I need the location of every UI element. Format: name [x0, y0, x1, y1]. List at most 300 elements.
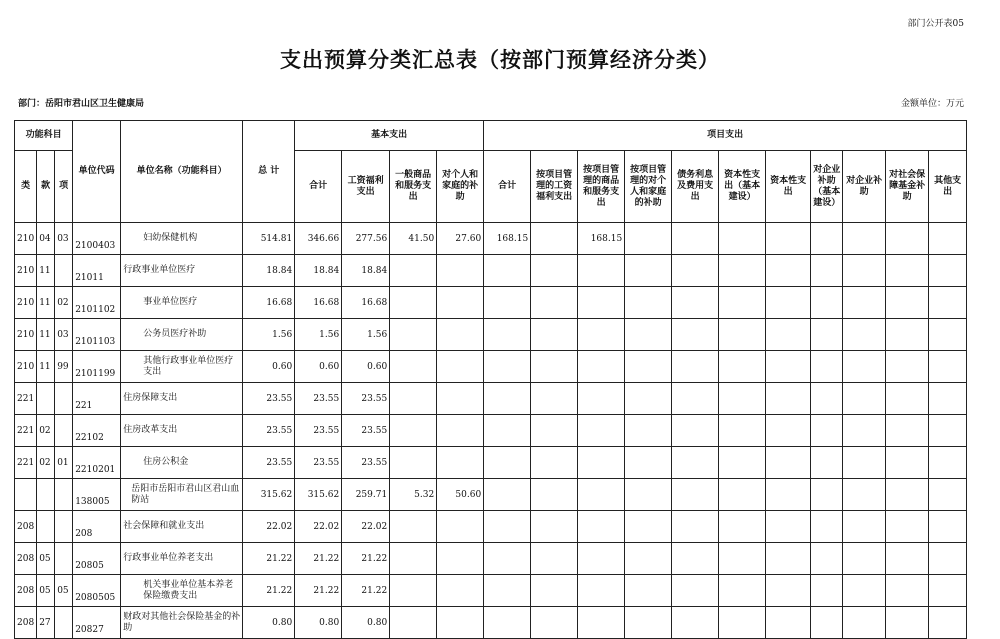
basic-personal-cell	[437, 287, 484, 319]
project-wage-cell	[531, 415, 578, 447]
empty-cell	[886, 383, 929, 415]
project-total-cell	[484, 351, 531, 383]
kuan-cell: 04	[37, 223, 55, 255]
empty-cell	[625, 447, 672, 479]
unit-code-cell: 21011	[73, 255, 121, 287]
empty-cell	[766, 319, 811, 351]
empty-cell	[886, 287, 929, 319]
kuan-cell	[37, 511, 55, 543]
xiang-cell: 01	[55, 447, 73, 479]
lei-cell: 210	[15, 223, 37, 255]
basic-personal-cell	[437, 415, 484, 447]
table-row	[15, 447, 967, 479]
basic-personal-cell: 27.60	[437, 223, 484, 255]
empty-cell	[886, 607, 929, 639]
empty-cell	[672, 255, 719, 287]
unit-name-cell: 妇幼保健机构	[121, 223, 243, 255]
lei-cell: 210	[15, 287, 37, 319]
kuan-cell	[37, 479, 55, 511]
unit-name-cell: 财政对其他社会保险基金的补助	[121, 607, 243, 639]
basic-total-cell: 315.62	[295, 479, 342, 511]
empty-cell	[719, 607, 766, 639]
basic-total-cell: 23.55	[295, 383, 342, 415]
xiang-cell: 99	[55, 351, 73, 383]
unit-name-cell: 岳阳市岳阳市君山区君山血防站	[121, 479, 243, 511]
table-row	[15, 255, 967, 287]
empty-cell	[811, 575, 843, 607]
empty-cell	[672, 223, 719, 255]
project-col-header: 对社会保障基金补助	[886, 151, 929, 223]
project-goods-cell	[578, 383, 625, 415]
basic-personal-cell	[437, 511, 484, 543]
empty-cell	[929, 287, 967, 319]
empty-cell	[929, 351, 967, 383]
empty-cell	[766, 607, 811, 639]
empty-cell	[886, 351, 929, 383]
basic-wage-cell: 21.22	[342, 575, 390, 607]
project-goods-cell	[578, 255, 625, 287]
unit-code-cell: 2100403	[73, 223, 121, 255]
basic-goods-cell: 5.32	[390, 479, 437, 511]
empty-cell	[719, 543, 766, 575]
basic-personal-cell	[437, 543, 484, 575]
table-row	[15, 287, 967, 319]
empty-cell	[843, 607, 886, 639]
empty-cell	[811, 607, 843, 639]
empty-cell	[886, 543, 929, 575]
empty-cell	[843, 383, 886, 415]
basic-goods-cell	[390, 319, 437, 351]
project-total-cell	[484, 415, 531, 447]
kuan-cell: 11	[37, 255, 55, 287]
total-cell: 514.81	[243, 223, 295, 255]
table-row	[15, 319, 967, 351]
project-col-header: 合计	[484, 151, 531, 223]
total-cell: 1.56	[243, 319, 295, 351]
table-row	[15, 575, 967, 607]
project-expenditure-header: 项目支出	[484, 121, 967, 151]
xiang-header: 项	[55, 151, 73, 223]
empty-cell	[766, 543, 811, 575]
table-row	[15, 223, 967, 255]
empty-cell	[672, 479, 719, 511]
empty-cell	[766, 287, 811, 319]
empty-cell	[766, 383, 811, 415]
empty-cell	[929, 319, 967, 351]
xiang-cell	[55, 415, 73, 447]
kuan-header: 款	[37, 151, 55, 223]
empty-cell	[929, 383, 967, 415]
empty-cell	[719, 447, 766, 479]
empty-cell	[625, 575, 672, 607]
basic-goods-cell	[390, 511, 437, 543]
empty-cell	[886, 575, 929, 607]
project-wage-cell	[531, 511, 578, 543]
project-goods-cell: 168.15	[578, 223, 625, 255]
unit-code-cell: 2080505	[73, 575, 121, 607]
basic-total-cell: 23.55	[295, 415, 342, 447]
project-goods-cell	[578, 479, 625, 511]
unit-name-cell: 住房保障支出	[121, 383, 243, 415]
unit-code-cell: 20827	[73, 607, 121, 639]
xiang-cell: 05	[55, 575, 73, 607]
xiang-cell: 03	[55, 319, 73, 351]
empty-cell	[719, 383, 766, 415]
basic-goods-cell	[390, 287, 437, 319]
empty-cell	[811, 543, 843, 575]
basic-total-cell: 16.68	[295, 287, 342, 319]
project-wage-cell	[531, 543, 578, 575]
empty-cell	[625, 351, 672, 383]
unit-code-cell: 2210201	[73, 447, 121, 479]
empty-cell	[886, 223, 929, 255]
basic-wage-cell: 277.56	[342, 223, 390, 255]
basic-wage-cell: 0.60	[342, 351, 390, 383]
budget-table	[14, 120, 967, 639]
unit-code-cell: 22102	[73, 415, 121, 447]
empty-cell	[766, 447, 811, 479]
project-wage-cell	[531, 447, 578, 479]
basic-wage-cell: 1.56	[342, 319, 390, 351]
project-wage-cell	[531, 255, 578, 287]
empty-cell	[719, 287, 766, 319]
empty-cell	[719, 319, 766, 351]
project-total-cell	[484, 287, 531, 319]
empty-cell	[843, 255, 886, 287]
total-cell: 18.84	[243, 255, 295, 287]
lei-cell: 210	[15, 351, 37, 383]
empty-cell	[766, 511, 811, 543]
basic-wage-cell: 22.02	[342, 511, 390, 543]
empty-cell	[886, 415, 929, 447]
project-col-header: 按项目管理的对个人和家庭的补助	[625, 151, 672, 223]
basic-wage-cell: 23.55	[342, 447, 390, 479]
empty-cell	[672, 319, 719, 351]
basic-total-cell: 23.55	[295, 447, 342, 479]
empty-cell	[719, 511, 766, 543]
project-col-header: 债务利息及费用支出	[672, 151, 719, 223]
unit-code-cell: 20805	[73, 543, 121, 575]
empty-cell	[843, 415, 886, 447]
xiang-cell	[55, 607, 73, 639]
project-wage-cell	[531, 575, 578, 607]
xiang-cell	[55, 543, 73, 575]
project-wage-cell	[531, 607, 578, 639]
empty-cell	[672, 575, 719, 607]
unit-name-header: 单位名称（功能科目）	[121, 121, 243, 223]
empty-cell	[811, 415, 843, 447]
basic-total-cell: 0.60	[295, 351, 342, 383]
empty-cell	[929, 415, 967, 447]
xiang-cell: 02	[55, 287, 73, 319]
empty-cell	[719, 415, 766, 447]
project-col-header: 资本性支出（基本建设）	[719, 151, 766, 223]
unit-code-cell: 2101199	[73, 351, 121, 383]
empty-cell	[929, 479, 967, 511]
unit-name-cell: 公务员医疗补助	[121, 319, 243, 351]
project-col-header: 其他支出	[929, 151, 967, 223]
lei-cell: 208	[15, 575, 37, 607]
project-col-header: 资本性支出	[766, 151, 811, 223]
kuan-cell: 02	[37, 447, 55, 479]
basic-total-cell: 21.22	[295, 543, 342, 575]
basic-personal-cell: 50.60	[437, 479, 484, 511]
empty-cell	[625, 287, 672, 319]
project-goods-cell	[578, 607, 625, 639]
total-cell: 23.55	[243, 383, 295, 415]
unit-name-cell: 事业单位医疗	[121, 287, 243, 319]
empty-cell	[929, 575, 967, 607]
empty-cell	[625, 479, 672, 511]
empty-cell	[929, 255, 967, 287]
lei-cell: 221	[15, 383, 37, 415]
basic-goods-cell	[390, 383, 437, 415]
total-cell: 21.22	[243, 543, 295, 575]
unit-name-cell: 机关事业单位基本养老保险缴费支出	[121, 575, 243, 607]
empty-cell	[929, 511, 967, 543]
basic-col-header: 一般商品和服务支出	[390, 151, 437, 223]
project-total-cell	[484, 607, 531, 639]
unit-code-header: 单位代码	[73, 121, 121, 223]
project-wage-cell	[531, 223, 578, 255]
empty-cell	[672, 351, 719, 383]
basic-col-header: 合计	[295, 151, 342, 223]
empty-cell	[843, 319, 886, 351]
unit-code-cell: 221	[73, 383, 121, 415]
project-col-header: 按项目管理的工资福利支出	[531, 151, 578, 223]
empty-cell	[811, 383, 843, 415]
basic-personal-cell	[437, 607, 484, 639]
basic-col-header: 工资福利支出	[342, 151, 390, 223]
empty-cell	[843, 351, 886, 383]
empty-cell	[811, 447, 843, 479]
empty-cell	[625, 415, 672, 447]
empty-cell	[843, 511, 886, 543]
basic-wage-cell: 259.71	[342, 479, 390, 511]
empty-cell	[766, 479, 811, 511]
lei-cell: 221	[15, 415, 37, 447]
xiang-cell: 03	[55, 223, 73, 255]
unit-name-cell: 行政事业单位医疗	[121, 255, 243, 287]
basic-total-cell: 21.22	[295, 575, 342, 607]
unit-name-cell: 住房改革支出	[121, 415, 243, 447]
project-wage-cell	[531, 319, 578, 351]
table-row	[15, 383, 967, 415]
kuan-cell: 05	[37, 575, 55, 607]
kuan-cell	[37, 383, 55, 415]
empty-cell	[886, 319, 929, 351]
table-row	[15, 479, 967, 511]
lei-header: 类	[15, 151, 37, 223]
lei-cell: 210	[15, 319, 37, 351]
basic-personal-cell	[437, 351, 484, 383]
xiang-cell	[55, 511, 73, 543]
empty-cell	[719, 223, 766, 255]
empty-cell	[843, 223, 886, 255]
xiang-cell	[55, 383, 73, 415]
empty-cell	[672, 511, 719, 543]
basic-personal-cell	[437, 383, 484, 415]
project-total-cell	[484, 575, 531, 607]
project-goods-cell	[578, 575, 625, 607]
kuan-cell: 11	[37, 287, 55, 319]
project-total-cell	[484, 511, 531, 543]
basic-personal-cell	[437, 447, 484, 479]
project-goods-cell	[578, 543, 625, 575]
total-cell: 23.55	[243, 415, 295, 447]
project-wage-cell	[531, 351, 578, 383]
func-subject-header: 功能科目	[15, 121, 73, 151]
empty-cell	[843, 447, 886, 479]
unit-name-cell: 社会保障和就业支出	[121, 511, 243, 543]
basic-col-header: 对个人和家庭的补助	[437, 151, 484, 223]
project-total-cell: 168.15	[484, 223, 531, 255]
empty-cell	[672, 543, 719, 575]
lei-cell: 221	[15, 447, 37, 479]
unit-code-cell: 138005	[73, 479, 121, 511]
empty-cell	[843, 543, 886, 575]
basic-goods-cell	[390, 575, 437, 607]
project-col-header: 按项目管理的商品和服务支出	[578, 151, 625, 223]
page-title: 支出预算分类汇总表（按部门预算经济分类）	[280, 47, 720, 72]
basic-personal-cell	[437, 255, 484, 287]
empty-cell	[929, 447, 967, 479]
lei-cell: 210	[15, 255, 37, 287]
total-cell: 0.80	[243, 607, 295, 639]
basic-goods-cell	[390, 351, 437, 383]
basic-goods-cell	[390, 415, 437, 447]
empty-cell	[811, 511, 843, 543]
basic-goods-cell	[390, 255, 437, 287]
project-goods-cell	[578, 447, 625, 479]
total-cell: 315.62	[243, 479, 295, 511]
empty-cell	[625, 543, 672, 575]
lei-cell	[15, 479, 37, 511]
department-label: 部门：岳阳市君山区卫生健康局	[18, 99, 145, 109]
basic-total-cell: 346.66	[295, 223, 342, 255]
table-row	[15, 351, 967, 383]
empty-cell	[811, 351, 843, 383]
project-total-cell	[484, 255, 531, 287]
empty-cell	[625, 383, 672, 415]
empty-cell	[719, 479, 766, 511]
table-row	[15, 607, 967, 639]
basic-goods-cell	[390, 447, 437, 479]
kuan-cell: 05	[37, 543, 55, 575]
empty-cell	[672, 607, 719, 639]
unit-name-cell: 其他行政事业单位医疗支出	[121, 351, 243, 383]
unit-name-cell: 住房公积金	[121, 447, 243, 479]
basic-goods-cell: 41.50	[390, 223, 437, 255]
empty-cell	[766, 415, 811, 447]
empty-cell	[672, 287, 719, 319]
empty-cell	[625, 607, 672, 639]
project-total-cell	[484, 383, 531, 415]
basic-personal-cell	[437, 575, 484, 607]
unit-code-cell: 2101102	[73, 287, 121, 319]
empty-cell	[843, 575, 886, 607]
basic-wage-cell: 16.68	[342, 287, 390, 319]
basic-goods-cell	[390, 607, 437, 639]
basic-wage-cell: 23.55	[342, 383, 390, 415]
project-wage-cell	[531, 479, 578, 511]
project-goods-cell	[578, 287, 625, 319]
empty-cell	[719, 575, 766, 607]
basic-total-cell: 1.56	[295, 319, 342, 351]
empty-cell	[811, 223, 843, 255]
project-goods-cell	[578, 319, 625, 351]
table-row	[15, 511, 967, 543]
project-total-cell	[484, 479, 531, 511]
empty-cell	[766, 351, 811, 383]
kuan-cell: 02	[37, 415, 55, 447]
project-goods-cell	[578, 415, 625, 447]
lei-cell: 208	[15, 607, 37, 639]
table-row	[15, 543, 967, 575]
xiang-cell	[55, 255, 73, 287]
empty-cell	[843, 479, 886, 511]
lei-cell: 208	[15, 511, 37, 543]
lei-cell: 208	[15, 543, 37, 575]
kuan-cell: 27	[37, 607, 55, 639]
basic-wage-cell: 23.55	[342, 415, 390, 447]
empty-cell	[843, 287, 886, 319]
total-cell: 21.22	[243, 575, 295, 607]
total-header: 总 计	[243, 121, 295, 223]
empty-cell	[929, 543, 967, 575]
basic-wage-cell: 0.80	[342, 607, 390, 639]
empty-cell	[625, 223, 672, 255]
basic-personal-cell	[437, 319, 484, 351]
empty-cell	[625, 511, 672, 543]
empty-cell	[811, 255, 843, 287]
empty-cell	[719, 255, 766, 287]
table-row	[15, 415, 967, 447]
unit-name-cell: 行政事业单位养老支出	[121, 543, 243, 575]
xiang-cell	[55, 479, 73, 511]
project-wage-cell	[531, 383, 578, 415]
project-col-header: 对企业补助	[843, 151, 886, 223]
empty-cell	[811, 319, 843, 351]
project-total-cell	[484, 447, 531, 479]
empty-cell	[719, 351, 766, 383]
table-number-label: 部门公开表05	[907, 19, 964, 29]
basic-total-cell: 18.84	[295, 255, 342, 287]
unit-code-cell: 208	[73, 511, 121, 543]
empty-cell	[672, 415, 719, 447]
empty-cell	[929, 607, 967, 639]
empty-cell	[886, 511, 929, 543]
project-goods-cell	[578, 511, 625, 543]
basic-wage-cell: 18.84	[342, 255, 390, 287]
basic-wage-cell: 21.22	[342, 543, 390, 575]
total-cell: 0.60	[243, 351, 295, 383]
basic-goods-cell	[390, 543, 437, 575]
empty-cell	[766, 575, 811, 607]
basic-total-cell: 22.02	[295, 511, 342, 543]
project-total-cell	[484, 543, 531, 575]
empty-cell	[766, 255, 811, 287]
empty-cell	[929, 223, 967, 255]
empty-cell	[886, 479, 929, 511]
empty-cell	[811, 287, 843, 319]
amount-unit-label: 金额单位：万元	[900, 99, 964, 109]
empty-cell	[672, 383, 719, 415]
total-cell: 22.02	[243, 511, 295, 543]
empty-cell	[672, 447, 719, 479]
empty-cell	[625, 319, 672, 351]
project-goods-cell	[578, 351, 625, 383]
